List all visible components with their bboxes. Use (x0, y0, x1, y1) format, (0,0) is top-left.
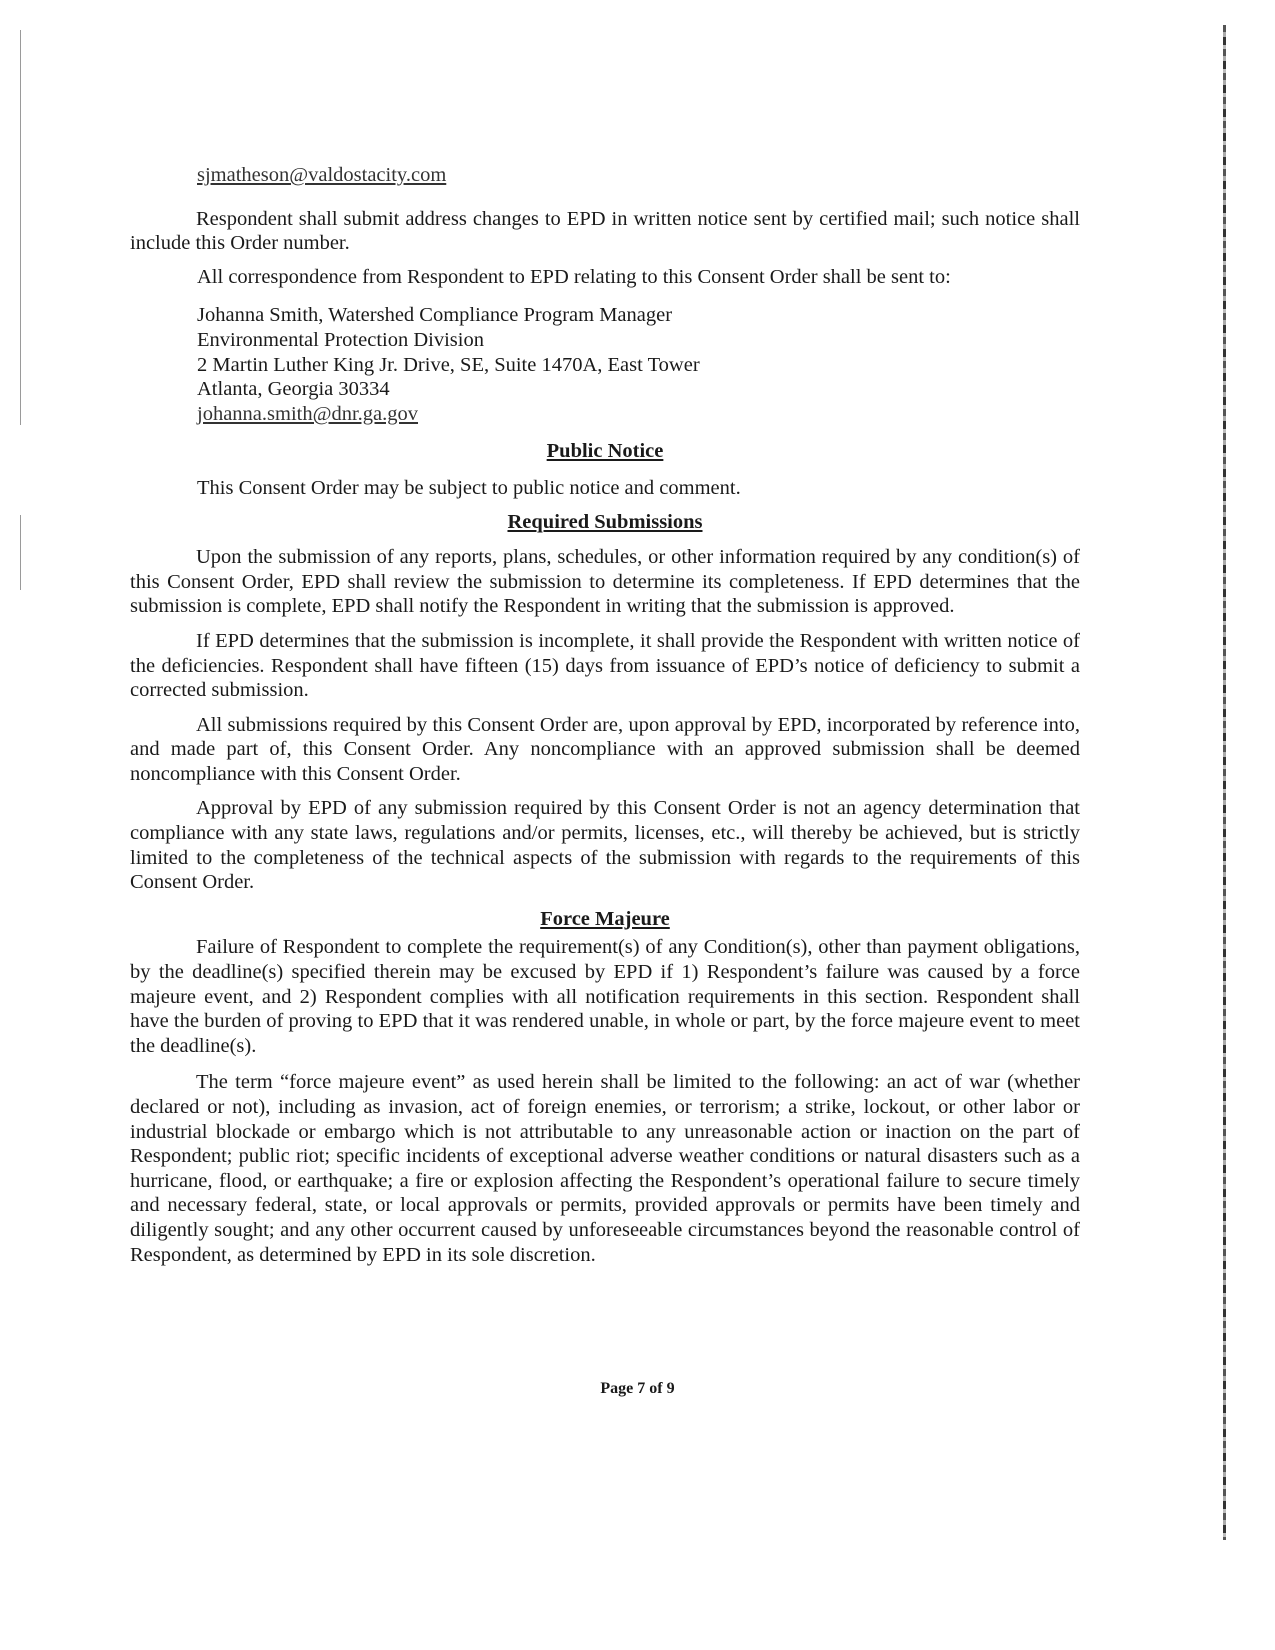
paragraph-submission-approval: Approval by EPD of any submission required by this Consent Order is not an agency determination that compliance with any state laws, regulations and/or permits, licenses, etc., will thereby be achieved, but is strictly limited to the completeness of the technical aspects of the submission with regards to the requirements of this Consent Order. (130, 797, 1080, 894)
document-body (130, 163, 1080, 1267)
paragraph-submission-incomplete: If EPD determines that the submission is incomplete, it shall provide the Respondent with written notice of the deficiencies. Respondent shall have fifteen (15) days from issuance of EPD’s notice of deficiency to submit a corrected submission. (130, 629, 1080, 702)
email-link-top[interactable]: sjmatheson@valdostacity.com (197, 164, 447, 186)
address-line: Atlanta, Georgia 30334 (197, 378, 390, 401)
page-number-footer: Page 7 of 9 (600, 1380, 675, 1397)
heading-public-notice: Public Notice (546, 440, 664, 463)
heading-force-majeure: Force Majeure (540, 907, 670, 930)
scan-edge-right (1223, 25, 1226, 1540)
mailing-address (197, 303, 1080, 426)
paragraph-force-majeure-failure: Failure of Respondent to complete the requirement(s) of any Condition(s), other than payment obligations, by the deadline(s) specified therein may be excused by EPD if 1) Respondent’s failure was caused by a force majeure event, and 2) Respondent complies with all notification requirements in this section. Respondent shall have the burden of proving to EPD that it was rendered unable, in whole or part, by the force majeure event to meet the deadline(s). (130, 936, 1080, 1057)
paragraph-address-changes: Respondent shall submit address changes to EPD in written notice sent by certified mail; such notice shall include this Order number. (130, 207, 1080, 255)
heading-required-submissions: Required Submissions (507, 510, 703, 533)
address-line: 2 Martin Luther King Jr. Drive, SE, Suite 1470A, East Tower (197, 353, 700, 376)
paragraph-force-majeure-definition: The term “force majeure event” as used herein shall be limited to the following: an act of war (whether declared or not), including as invasion, act of foreign enemies, or terrorism; a strike, lockout, or other labor or industrial blockade or embargo which is not attributable to any unreasonable action or inaction on the part of Respondent; public riot; specific incidents of exceptional adverse weather conditions or natural disasters such as a hurricane, flood, or earthquake; a fire or explosion affecting the Respondent’s operational failure to secure timely and necessary federal, state, or local approvals or permits, provided approvals or permits have been timely and diligently sought; and any other occurrent caused by unforeseeable circumstances beyond the reasonable control of Respondent, as determined by EPD in its sole discretion. (130, 1071, 1080, 1266)
paragraph-correspondence: All correspondence from Respondent to EPD relating to this Consent Order shall be sent to: (197, 265, 951, 288)
paragraph-public-notice: This Consent Order may be subject to public notice and comment. (197, 476, 741, 499)
scan-edge-line (20, 30, 21, 425)
address-email-link[interactable]: johanna.smith@dnr.ga.gov (197, 402, 419, 425)
address-line: Johanna Smith, Watershed Compliance Program Manager (197, 304, 673, 327)
scan-edge-line (20, 515, 21, 590)
address-line: Environmental Protection Division (197, 328, 484, 351)
paragraph-submission-review: Upon the submission of any reports, plans, schedules, or other information required by any condition(s) of this Consent Order, EPD shall review the submission to determine its completeness. If EPD determines that the submission is complete, EPD shall notify the Respondent in writing that the submission is approved. (130, 546, 1080, 618)
paragraph-submission-incorporated: All submissions required by this Consent Order are, upon approval by EPD, incorporated by reference into, and made part of, this Consent Order. Any noncompliance with an approved submission shall be deemed noncompliance with this Consent Order. (130, 713, 1080, 785)
